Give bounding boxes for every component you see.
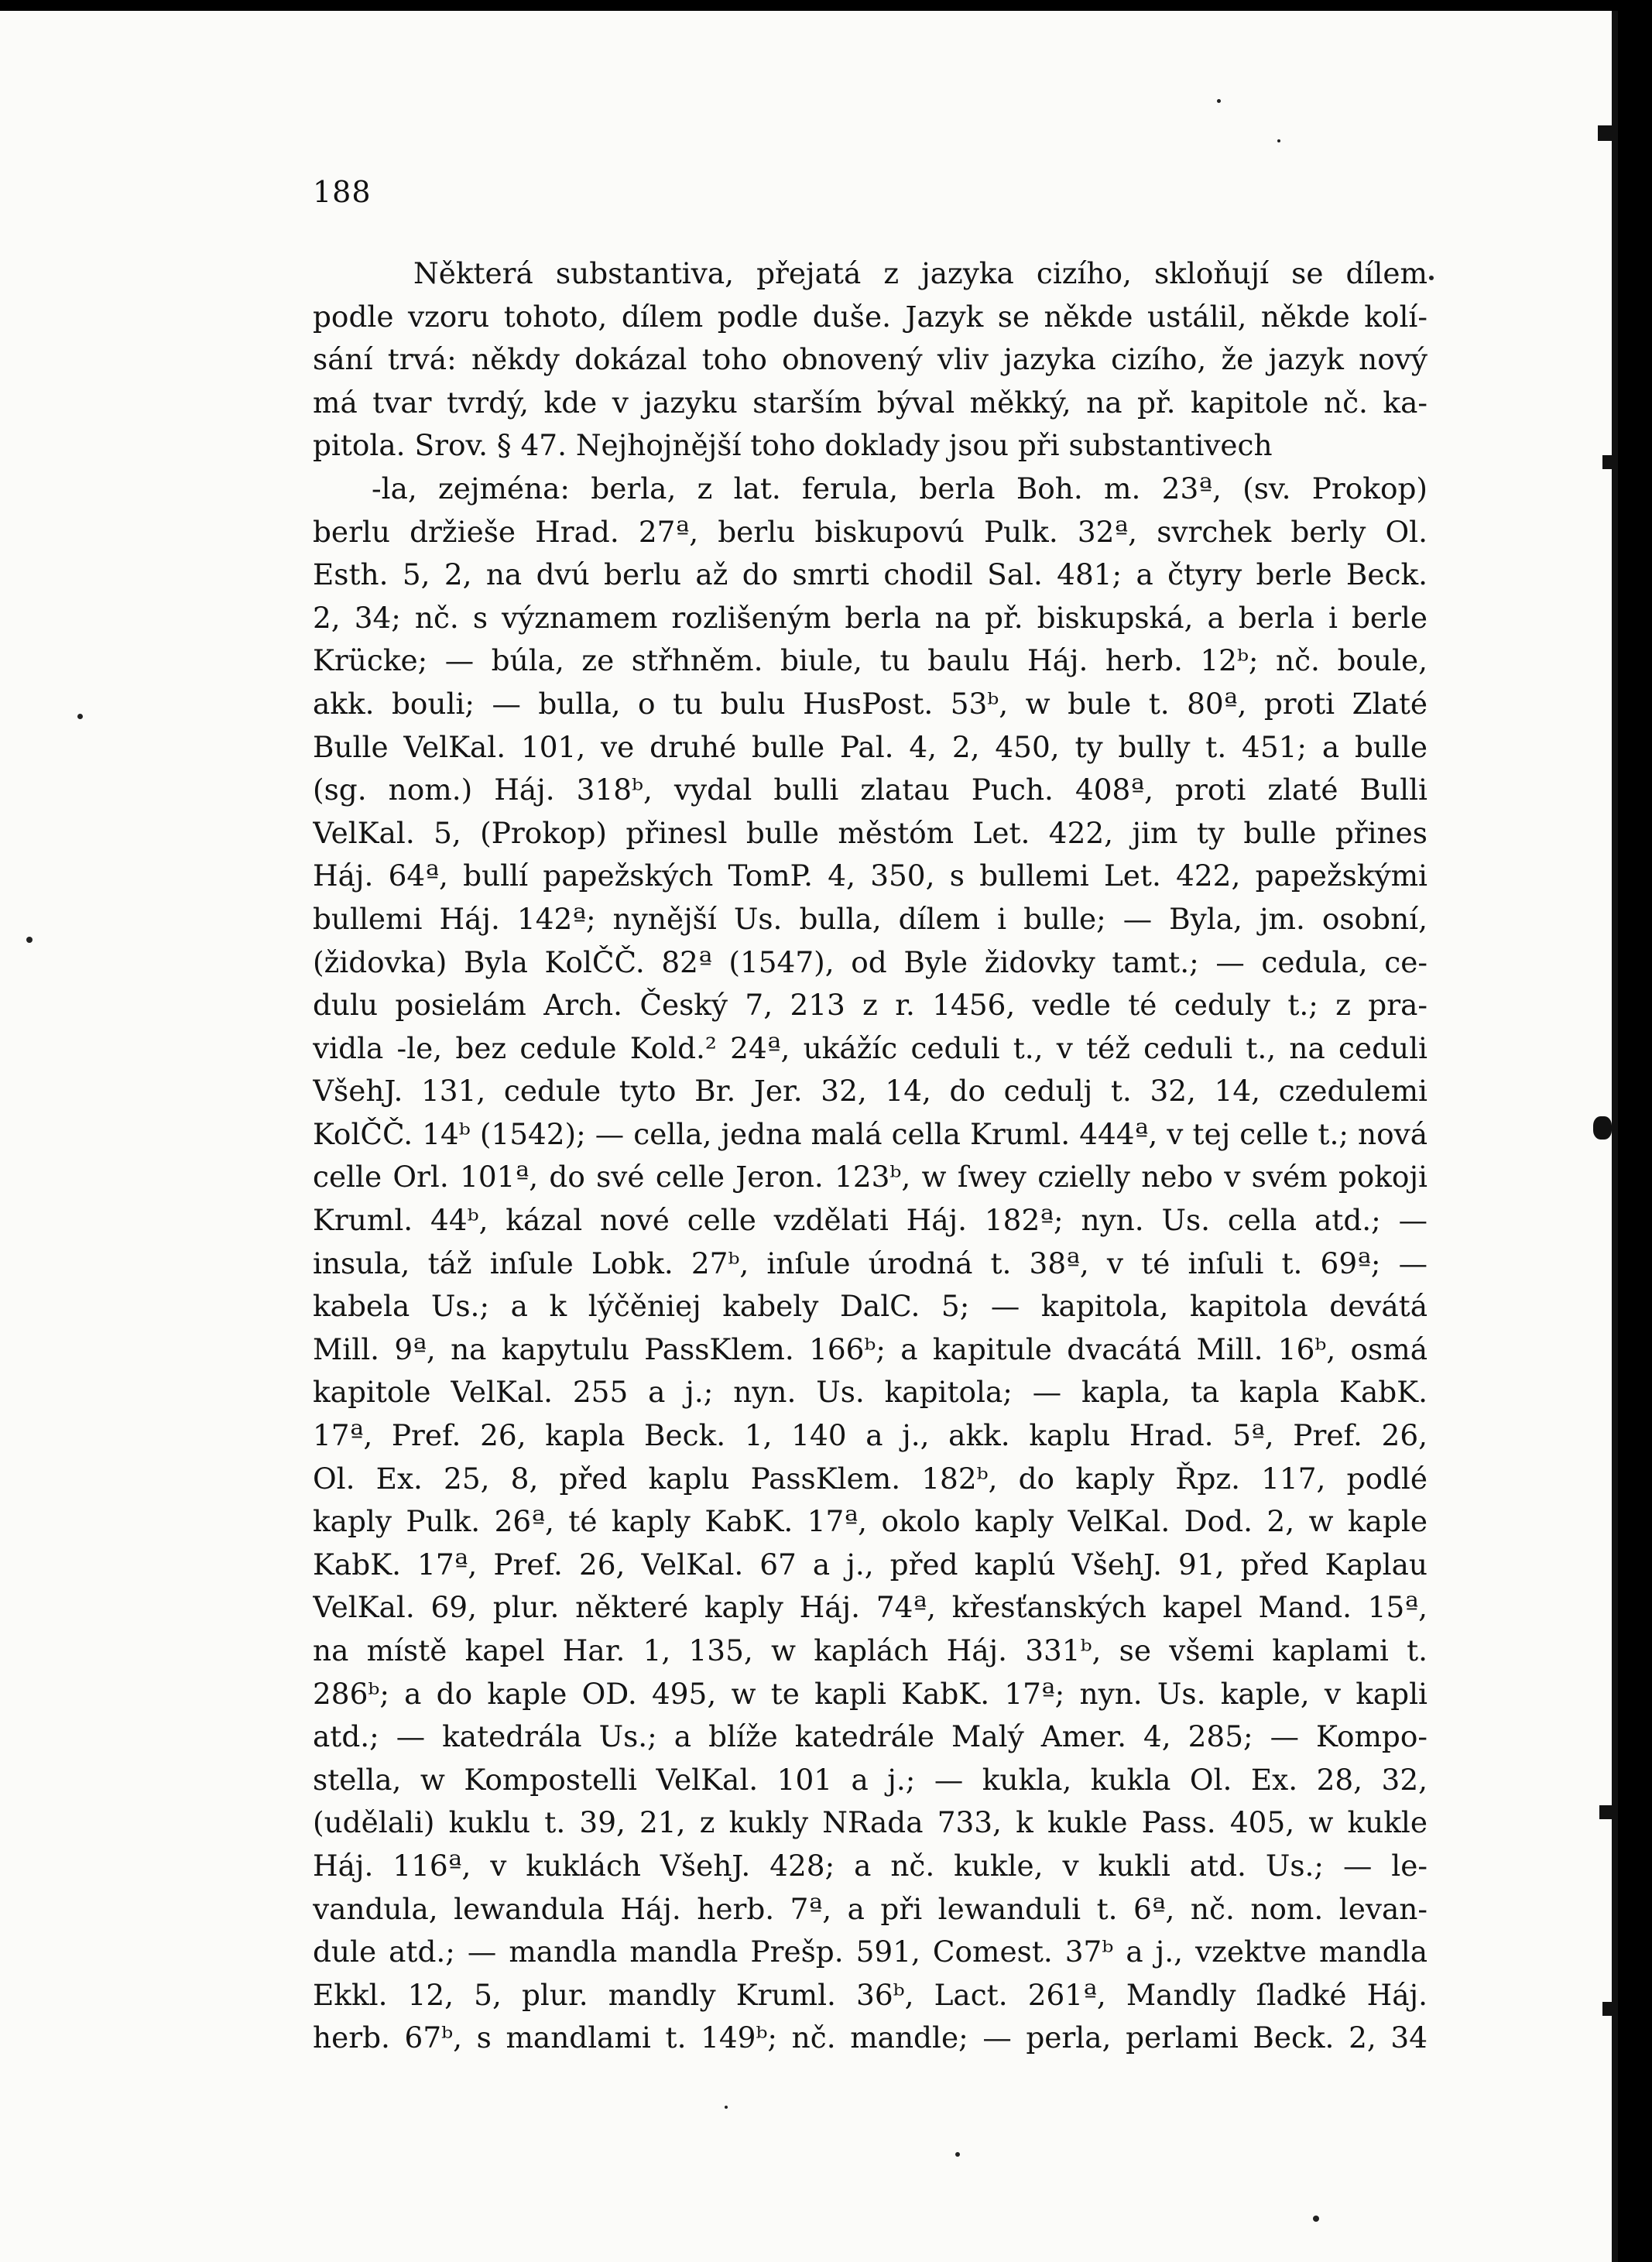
text-line: podle vzoru tohoto, dílem podle duše. Jazyk se někde ustálil, někde kolí- [313, 299, 1428, 334]
text-line: (sg. nom.) Háj. 318ᵇ, vydal bulli zlatau Puch. 408ª, proti zlaté Bulli [313, 773, 1428, 807]
text-line: 286ᵇ; a do kaple OD. 495, w te kapli KabK. 17ª; nyn. Us. kaple, v kapli [313, 1676, 1428, 1711]
speck [77, 714, 83, 719]
text-line: Krücke; — búla, ze střhněm. biule, tu baulu Háj. herb. 12ᵇ; nč. boule, [313, 643, 1428, 678]
text-line: stella, w Kompostelli VelKal. 101 a j.; — kukla, kukla Ol. Ex. 28, 32, [313, 1762, 1428, 1797]
page-number: 188 [313, 175, 372, 209]
text-line: má tvar tvrdý, kde v jazyku starším býval měkký, na př. kapitole nč. ka- [313, 385, 1428, 420]
margin-mark [1602, 2002, 1612, 2016]
speck [26, 937, 33, 943]
text-line: VšehJ. 131, cedule tyto Br. Jer. 32, 14, do cedulj t. 32, 14, czedulemi [313, 1074, 1428, 1109]
text-line: atd.; — katedrála Us.; a blíže katedrále Malý Amer. 4, 285; — Kompo- [313, 1719, 1428, 1754]
speck [725, 2106, 728, 2109]
text-line: kaply Pulk. 26ª, té kaply KabK. 17ª, okolo kaply VelKal. Dod. 2, w kaple [313, 1504, 1428, 1539]
speck [1277, 139, 1280, 142]
text-line: Háj. 116ª, v kuklách VšehJ. 428; a nč. kukle, v kukli atd. Us.; — le- [313, 1848, 1428, 1883]
text-line: Bulle VelKal. 101, ve druhé bulle Pal. 4, 2, 450, ty bully t. 451; a bulle [313, 729, 1428, 764]
margin-mark [1598, 125, 1612, 141]
text-line: bullemi Háj. 142ª; nynější Us. bulla, dílem i bulle; — Byla, jm. osobní, [313, 901, 1428, 936]
text-line: Kruml. 44ᵇ, kázal nové celle vzdělati Háj. 182ª; nyn. Us. cella atd.; — [313, 1203, 1428, 1238]
margin-mark [1602, 455, 1612, 469]
text-line: Některá substantiva, přejatá z jazyka cizího, skloňují se dílem [413, 256, 1428, 290]
text-line: sání trvá: někdy dokázal toho obnovený vliv jazyka cizího, že jazyk nový [313, 342, 1428, 377]
margin-mark [1593, 1116, 1612, 1140]
text-line: celle Orl. 101ª, do své celle Jeron. 123ᵇ, w ſwey czielly nebo v svém pokoji [313, 1160, 1428, 1194]
text-line: dule atd.; — mandla mandla Prešp. 591, Comest. 37ᵇ a j., vzektve mandla [313, 1935, 1428, 1969]
text-line: (udělali) kuklu t. 39, 21, z kukly NRada 733, k kukle Pass. 405, w kukle [313, 1805, 1428, 1840]
text-line: akk. bouli; — bulla, o tu bulu HusPost. 53ᵇ, w bule t. 80ª, proti Zlaté [313, 686, 1428, 721]
text-line: KabK. 17ª, Pref. 26, VelKal. 67 a j., před kaplú VšehJ. 91, před Kaplau [313, 1547, 1428, 1582]
text-line: (židovka) Byla KolČČ. 82ª (1547), od Byle židovky tamt.; — cedula, ce- [313, 944, 1428, 979]
text-line: kabela Us.; a k lýčěniej kabely DalC. 5; — kapitola, kapitola devátá [313, 1289, 1428, 1324]
text-line: na místě kapel Har. 1, 135, w kaplách Háj. 331ᵇ, se všemi kaplami t. [313, 1633, 1428, 1667]
body-text [313, 252, 1428, 2060]
text-line: VelKal. 69, plur. některé kaply Háj. 74ª, křesťanských kapel Mand. 15ª, [313, 1590, 1428, 1625]
right-margin-rule [1612, 11, 1618, 2262]
text-line: Mill. 9ª, na kapytulu PassKlem. 166ᵇ; a kapitule dvacátá Mill. 16ᵇ, osmá [313, 1331, 1428, 1366]
text-line: herb. 67ᵇ, s mandlami t. 149ᵇ; nč. mandle; — perla, perlami Beck. 2, 34 [313, 2020, 1428, 2055]
speck [1313, 2216, 1319, 2222]
text-line: 2, 34; nč. s významem rozlišeným berla na př. biskupská, a berla i berle [313, 600, 1428, 635]
speck [955, 2152, 960, 2157]
text-line: Ekkl. 12, 5, plur. mandly Kruml. 36ᵇ, Lact. 261ª, Mandly ſladké Háj. [313, 1977, 1428, 2012]
text-line: Ol. Ex. 25, 8, před kaplu PassKlem. 182ᵇ, do kaply Řpz. 117, podlé [313, 1461, 1428, 1496]
text-line: dulu posielám Arch. Český 7, 213 z r. 1456, vedle té ceduly t.; z pra- [313, 988, 1428, 1023]
text-line: KolČČ. 14ᵇ (1542); — cella, jedna malá cella Kruml. 444ª, v tej celle t.; nová [313, 1116, 1428, 1151]
speck [1429, 276, 1434, 280]
text-line: -la, zejména: berla, z lat. ferula, berla Boh. m. 23ª, (sv. Prokop) [372, 471, 1428, 506]
text-line: vandula, lewandula Háj. herb. 7ª, a při lewanduli t. 6ª, nč. nom. levan- [313, 1891, 1428, 1926]
text-line: pitola. Srov. § 47. Nejhojnější toho doklady jsou při substantivech [313, 428, 1273, 463]
margin-mark [1599, 1805, 1612, 1819]
text-line: 17ª, Pref. 26, kapla Beck. 1, 140 a j., akk. kaplu Hrad. 5ª, Pref. 26, [313, 1418, 1428, 1453]
text-line: insula, táž inſule Lobk. 27ᵇ, inſule úrodná t. 38ª, v té inſuli t. 69ª; — [313, 1246, 1428, 1280]
text-line: vidla -le, bez cedule Kold.² 24ª, ukážíc ceduli t., v též ceduli t., na ceduli [313, 1030, 1428, 1065]
text-line: Háj. 64ª, bullí papežských TomP. 4, 350, s bullemi Let. 422, papežskými [313, 859, 1428, 893]
text-line: kapitole VelKal. 255 a j.; nyn. Us. kapitola; — kapla, ta kapla KabK. [313, 1375, 1428, 1410]
text-line: berlu držieše Hrad. 27ª, berlu biskupovú Pulk. 32ª, svrchek berly Ol. [313, 514, 1428, 549]
text-line: VelKal. 5, (Prokop) přinesl bulle městóm Let. 422, jim ty bulle přines [313, 815, 1428, 850]
speck [1217, 99, 1221, 103]
text-line: Esth. 5, 2, na dvú berlu až do smrti chodil Sal. 481; a čtyry berle Beck. [313, 557, 1428, 592]
